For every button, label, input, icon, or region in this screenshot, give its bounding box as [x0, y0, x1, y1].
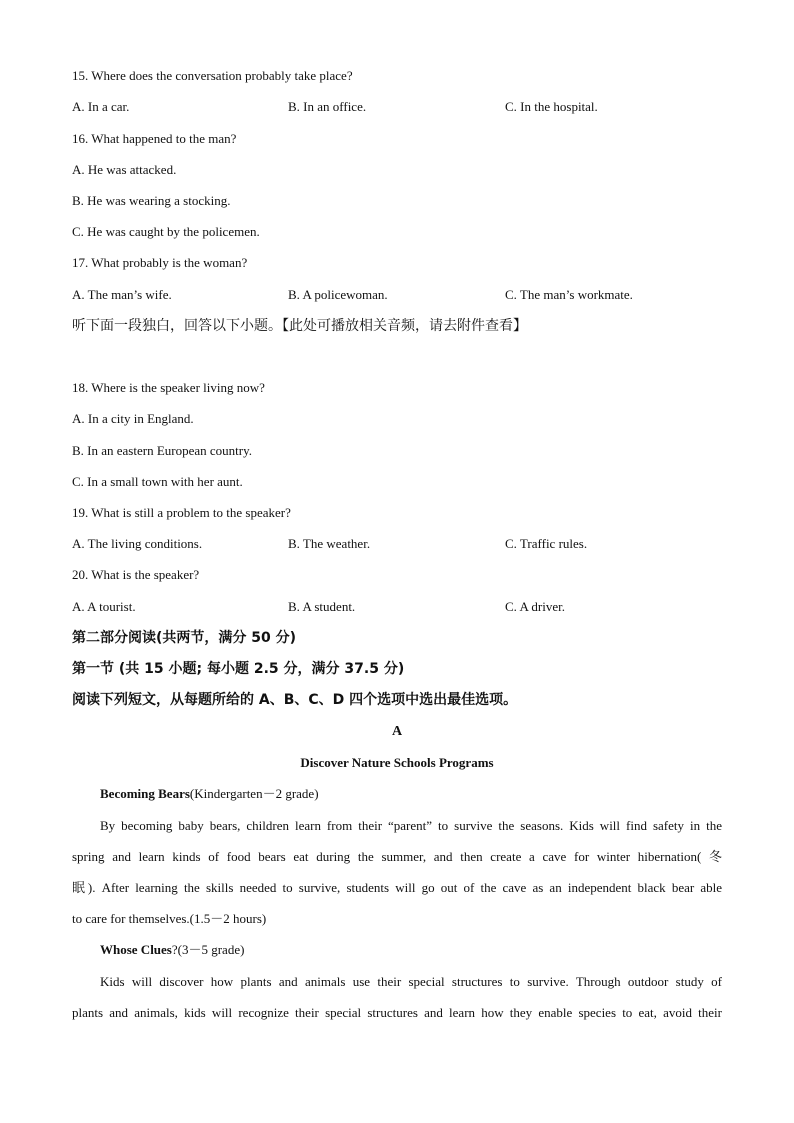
program1-line: to care for themselves.(1.5－2 hours) [72, 911, 267, 926]
subsection-title: 第一节 (共 15 小题; 每小题 2.5 分，满分 37.5 分) [72, 661, 405, 677]
q17-option-c: C. The man’s workmate. [505, 287, 633, 302]
q18-stem: 18. Where is the speaker living now? [72, 380, 265, 395]
passage-title: Discover Nature Schools Programs [300, 755, 494, 770]
part-title: 第二部分阅读(共两节，满分 50 分) [72, 630, 297, 646]
program2-grade: ?(3－5 grade) [171, 942, 245, 957]
program1-grade: (Kindergarten－2 grade) [189, 786, 319, 801]
q20-option-a: A. A tourist. [72, 599, 136, 614]
q16-option-b: B. He was wearing a stocking. [72, 193, 231, 208]
q15-option-b: B. In an office. [288, 99, 367, 114]
q16-option-a: A. He was attacked. [72, 162, 177, 177]
q19-stem: 19. What is still a problem to the speaker? [72, 505, 291, 520]
program2-name: Whose Clues [100, 942, 172, 957]
program2-heading [100, 942, 244, 958]
q19-option-c: C. Traffic rules. [505, 536, 588, 551]
monologue-note: 听下面一段独白，回答以下小题。【此处可播放相关音频，请去附件查看】 [72, 318, 527, 334]
program1-line: By becoming baby bears, children learn from their “parent” to survive the seasons. Kids will find safety in the [100, 818, 722, 833]
q16-option-c: C. He was caught by the policemen. [72, 224, 260, 239]
passage-letter: A [391, 724, 403, 739]
q20-stem: 20. What is the speaker? [72, 567, 200, 582]
program1-heading [100, 786, 319, 802]
program2-line: plants and animals, kids will recognize their special structures and learn how they enable species to eat, avoid their [72, 1005, 722, 1020]
q19-option-a: A. The living conditions. [72, 536, 203, 551]
q20-option-c: C. A driver. [505, 599, 565, 614]
program1-line: 眠). After learning the skills needed to survive, students will go out of the cave as an independent black bear able [72, 880, 722, 895]
program1-line: spring and learn kinds of food bears eat during the summer, and then create a cave for winter hibernation( 冬 [72, 849, 722, 864]
q15-stem: 15. Where does the conversation probably take place? [72, 68, 353, 83]
program2-paragraph [72, 966, 722, 1028]
q17-option-b: B. A policewoman. [288, 287, 388, 302]
q17-stem: 17. What probably is the woman? [72, 255, 248, 270]
q18-option-a: A. In a city in England. [72, 411, 194, 426]
q17-option-a: A. The man’s wife. [72, 287, 172, 302]
q19-option-b: B. The weather. [288, 536, 371, 551]
q16-stem: 16. What happened to the man? [72, 131, 237, 146]
program2-line: Kids will discover how plants and animals use their special structures to survive. Through outdoor study of [100, 974, 722, 989]
q18-option-b: B. In an eastern European country. [72, 443, 253, 458]
q18-option-c: C. In a small town with her aunt. [72, 474, 243, 489]
q15-option-c: C. In the hospital. [505, 99, 598, 114]
q15-option-a: A. In a car. [72, 99, 130, 114]
program1-name: Becoming Bears [100, 786, 190, 801]
q20-option-b: B. A student. [288, 599, 356, 614]
section-instruction: 阅读下列短文，从每题所给的 A、B、C、D 四个选项中选出最佳选项。 [72, 692, 518, 708]
program1-paragraph [72, 810, 722, 934]
